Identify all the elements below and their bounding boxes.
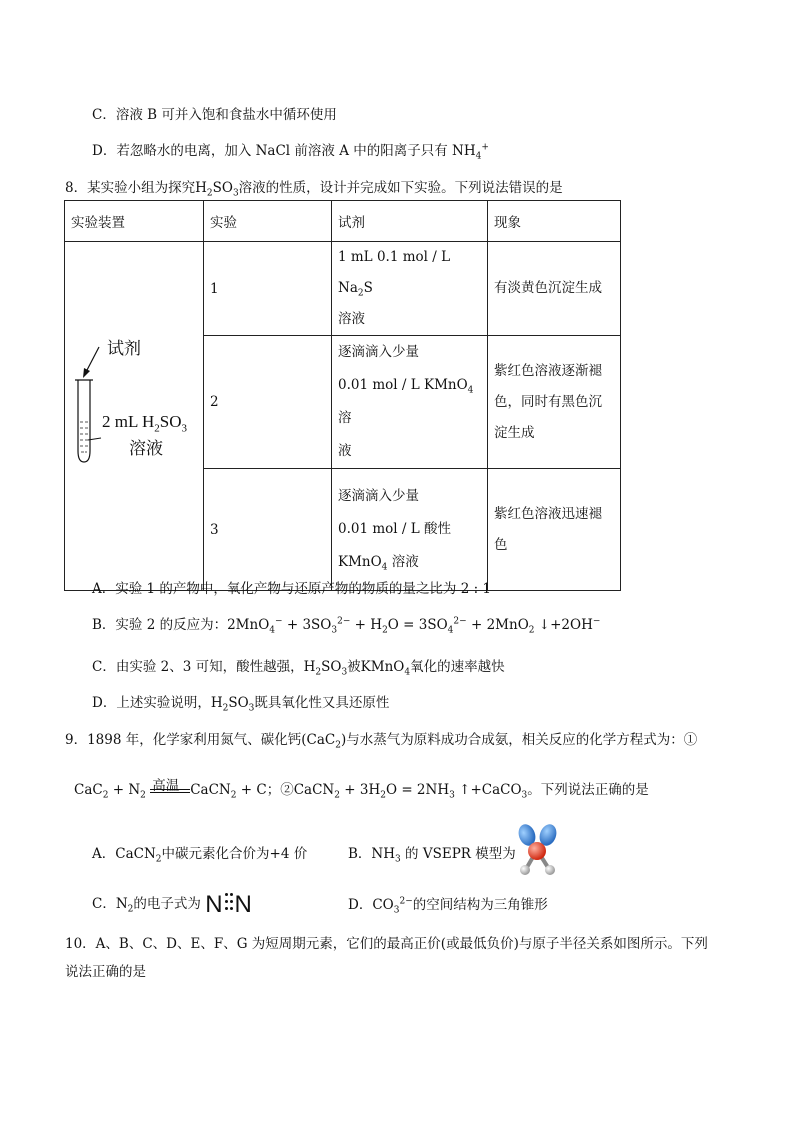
apparatus-cell: [65, 242, 204, 591]
observation-1: 有淡黄色沉淀生成: [488, 242, 621, 336]
reagent-3: 逐滴滴入少量 0.01 mol / L 酸性 KMnO$_4$ 溶液: [332, 469, 488, 591]
q8-stem: 8．某实验小组为探究$H_2SO_3$溶液的性质，设计并完成如下实验。下列说法错误的是: [65, 180, 563, 199]
q8-option-a: A．实验 1 的产物中，氧化产物与还原产物的物质的量之比为 2 : 1: [92, 581, 492, 597]
observation-3: 紫红色溶液迅速褪 色: [488, 469, 621, 591]
exp-num-3: 3: [204, 469, 332, 591]
q9-stem: 9．1898 年，化学家利用氮气、碳化钙(CaC$_2$)与水蒸气为原料成功合成氨，相关反应的化学方程式为：①: [65, 732, 698, 751]
q8-option-b: B．实验 2 的反应为：$2MnO_4^- + 3SO_3^{2-} + H_2O = 3SO_4^{2-} + 2MnO_2$ ↓+2OH−: [92, 616, 601, 636]
q9-equations: $CaC_2 + N_2$ 高温 CaCN$_2$ + C；②CaCN$_2$ + $3H_2O = 2NH_3$ ↑+CaCO$_3$。下列说法正确的是: [74, 778, 649, 798]
option-d-prev: D．若忽略水的电离，加入 NaCl 前溶液 A 中的阳离子只有 $NH_4^+$: [92, 142, 489, 162]
q8-option-d: D．上述实验说明，$H_2SO_3$既具氧化性又具还原性: [92, 695, 390, 714]
vsepr-model-image: [512, 822, 562, 876]
header-observation: 现象: [488, 201, 621, 242]
q10-line1: 10．A、B、C、D、E、F、G 为短周期元素，它们的最高正价(或最低负价)与原子半径关系如图所示。下列: [65, 936, 708, 952]
option-c-prev: C．溶液 B 可并入饱和食盐水中循环使用: [92, 107, 337, 123]
header-apparatus: 实验装置: [65, 201, 204, 242]
solution-label-2: 溶液: [129, 439, 163, 459]
solution-label: 2 mL $H_2SO_3$: [102, 412, 187, 435]
reagent-label: 试剂: [107, 339, 141, 359]
reagent-2: 逐滴滴入少量 0.01 mol / L KMnO$_4$ 溶 液: [332, 336, 488, 469]
q8-option-c: C．由实验 2、3 可知，酸性越强，$H_2SO_3$被KMnO$_4$氧化的速率越快: [92, 659, 505, 678]
header-reagent: 试剂: [332, 201, 488, 242]
q9-option-a: A．CaCN$_2$中碳元素化合价为+4 价: [92, 846, 308, 865]
experiment-table: [64, 200, 621, 591]
reagent-1: 1 mL 0.1 mol / L $Na_2S$ 溶液: [332, 242, 488, 336]
q9-option-c: C．$N_2$的电子式为 N N: [92, 891, 252, 918]
exp-num-1: 1: [204, 242, 332, 336]
observation-2: 紫红色溶液逐渐褪 色，同时有黑色沉 淀生成: [488, 336, 621, 469]
reaction-condition: 高温: [152, 778, 180, 794]
table-header-row: [65, 201, 621, 242]
header-experiment: 实验: [204, 201, 332, 242]
q9-option-b: B．$NH_3$ 的 VSEPR 模型为: [348, 846, 516, 865]
table-row: [65, 242, 621, 336]
q9-option-d: D．$CO_3^{2-}$的空间结构为三角锥形: [348, 896, 548, 916]
exp-num-2: 2: [204, 336, 332, 469]
triple-bond-dots: [225, 892, 233, 910]
q10-line2: 说法正确的是: [65, 964, 146, 980]
